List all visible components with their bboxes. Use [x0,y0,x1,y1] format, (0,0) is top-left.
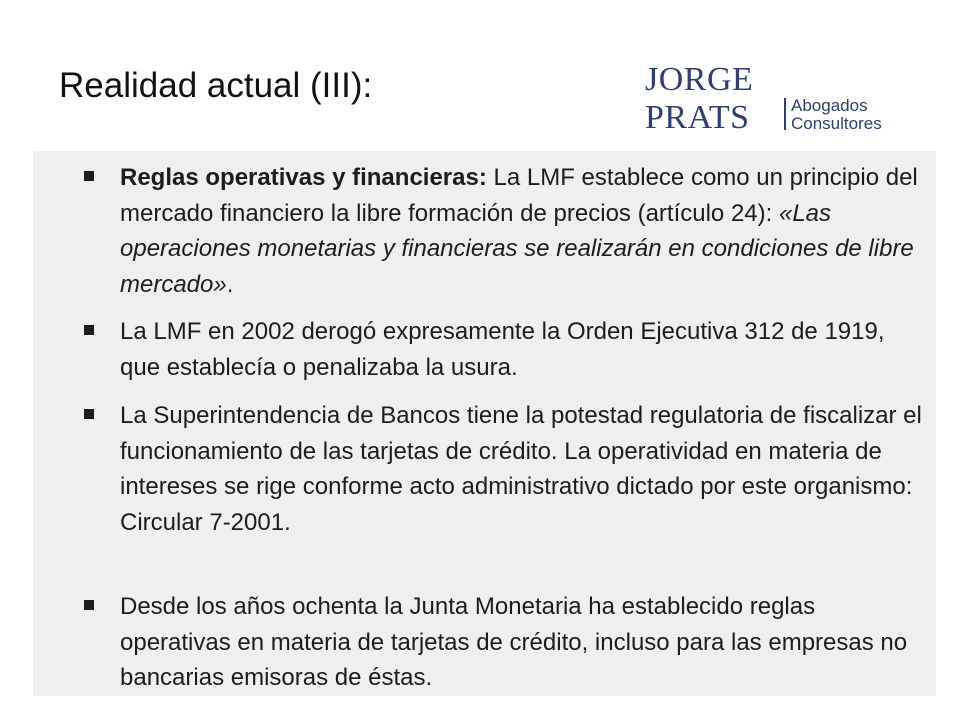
logo-divider [784,98,786,130]
bullet-text [120,160,926,302]
bullet-lead: Reglas operativas y financieras: [120,164,487,191]
bullet-item-lmf-2002 [86,314,926,385]
jorge-prats-logo [641,58,901,136]
square-bullet-icon [84,325,94,335]
bullet-text: Desde los años ochenta la Junta Monetaria ha establecido reglas operativas en materia de tarjetas de crédito, incluso para las empresas no bancarias emisoras de éstas. [120,593,908,691]
logo-graphic [641,58,901,136]
square-bullet-icon [84,600,94,610]
square-bullet-icon [84,171,94,181]
logo-line1: JORGE [645,61,754,98]
bullet-tail: . [226,270,234,298]
bullet-text: La Superintendencia de Bancos tiene la potestad regulatoria de fiscalizar el funcionamiento de las tarjetas de crédito. La operatividad en materia de intereses se rige conforme acto administrativo dictado por este organismo: Circular 7-2001. [120,402,922,536]
logo-tagline1: Abogados [791,96,868,115]
bullet-body: La LMF establece como un principio del mercado financiero la libre formación de precios (artículo 24): [120,164,918,227]
logo-line2: PRATS [645,99,750,136]
logo-tagline2: Consultores [791,114,882,133]
bullet-item-reglas [86,160,926,302]
bullet-quote: «Las operaciones monetarias y financieras se realizarán en condiciones de libre mercado» [120,199,914,298]
slide-title: Realidad actual (III): [59,66,373,105]
bullet-item-junta-monetaria [86,589,926,696]
square-bullet-icon [84,409,94,419]
bullet-text: La LMF en 2002 derogó expresamente la Orden Ejecutiva 312 de 1919, que establecía o penalizaba la usura. [120,318,885,381]
bullet-item-superintendencia [86,398,926,540]
